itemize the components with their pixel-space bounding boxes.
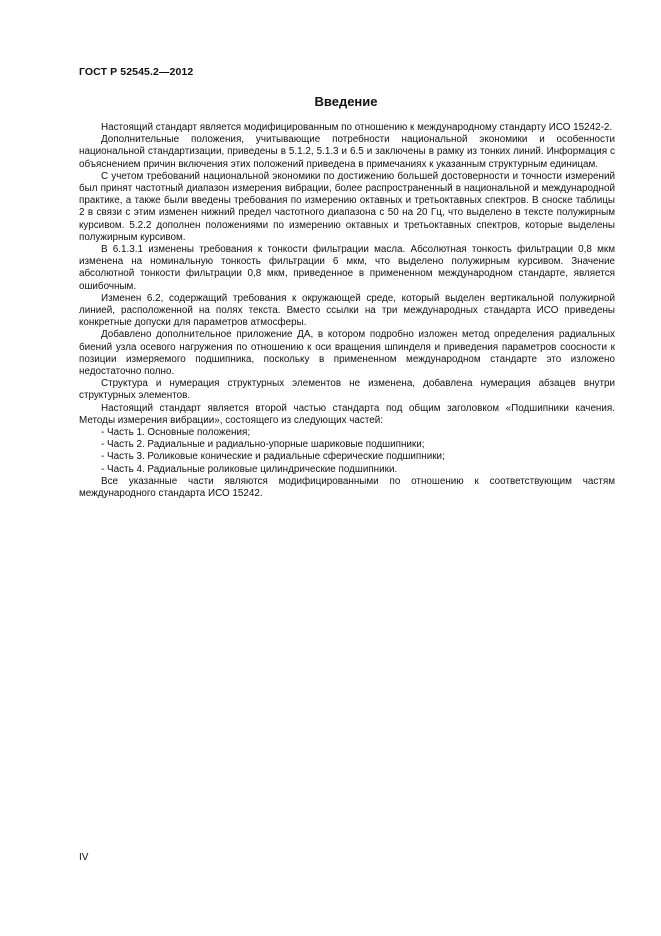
list-item: - Часть 4. Радиальные роликовые цилиндрические подшипники.	[101, 463, 398, 475]
paragraph: Структура и нумерация структурных элементов не изменена, добавлена нумерация абзацев внутри структурных элементов.	[79, 378, 615, 402]
paragraph: С учетом требований национальной экономики по достижению большей достоверности и точности измерений был принят частотный диапазон измерения вибрации, более распространенный в национальной и международной практике, а также были введены требования по измерению октавных и третьоктавных спектров. В сноске таблицы 2 в связи с этим изменен нижний предел частотного диапазона с 50 на 20 Гц, что выделено в тексте полужирным курсивом. 5.2.2 дополнен положениями по измерению октавных и третьоктавных спектров, которые выделены полужирным курсивом.	[79, 170, 615, 243]
introduction-body	[79, 122, 615, 500]
list-item: - Часть 3. Роликовые конические и радиальные сферические подшипники;	[101, 451, 445, 463]
page-number: IV	[79, 852, 89, 863]
list-item: - Часть 2. Радиальные и радиально-упорные шариковые подшипники;	[101, 439, 425, 451]
standard-code-header: ГОСТ Р 52545.2—2012	[79, 66, 194, 78]
paragraph: Изменен 6.2, содержащий требования к окружающей среде, который выделен вертикальной полужирной линией, расположенной на полях текста. Вместо ссылки на три международных стандарта ИСО приведены конкретные допуски для параметров атмосферы.	[79, 292, 615, 329]
paragraph: Настоящий стандарт является второй частью стандарта под общим заголовком «Подшипники качения. Методы измерения вибрации», состоящего из следующих частей:	[79, 402, 615, 426]
parts-list	[79, 427, 615, 476]
paragraph: Настоящий стандарт является модифицированным по отношению к международному стандарту ИСО 15242-2.	[101, 122, 613, 133]
paragraph: Дополнительные положения, учитывающие потребности национальной экономики и особенности национальной стандартизации, приведены в 5.1.2, 5.1.3 и 6.5 и заключены в рамку из тонких линий. Информация с объяснением причин включения этих положений приведена в примечаниях к указанным структурным единицам.	[79, 134, 615, 170]
closing-paragraph: Все указанные части являются модифицированными по отношению к соответствующим частям международного стандарта ИСО 15242.	[79, 475, 615, 500]
list-item: - Часть 1. Основные положения;	[101, 427, 251, 439]
paragraph: В 6.1.3.1 изменены требования к тонкости фильтрации масла. Абсолютная тонкость фильтрации 0,8 мкм изменена на номинальную тонкость фильтрации 6 мкм, что выделено полужирным курсивом. Значение абсолютной тонкости фильтрации 0,8 мкм, приведенное в примененном международном стандарте, является ошибочным.	[79, 244, 615, 292]
paragraph: Добавлено дополнительное приложение ДА, в котором подробно изложен метод определения радиальных биений узла осевого нагружения по отношению к оси вращения шпинделя и приведения параметров соосности к позиции измеряемого подшипника, поскольку в примененном международном стандарте это изложено недостаточно полно.	[79, 329, 615, 378]
section-title: Введение	[314, 94, 378, 109]
